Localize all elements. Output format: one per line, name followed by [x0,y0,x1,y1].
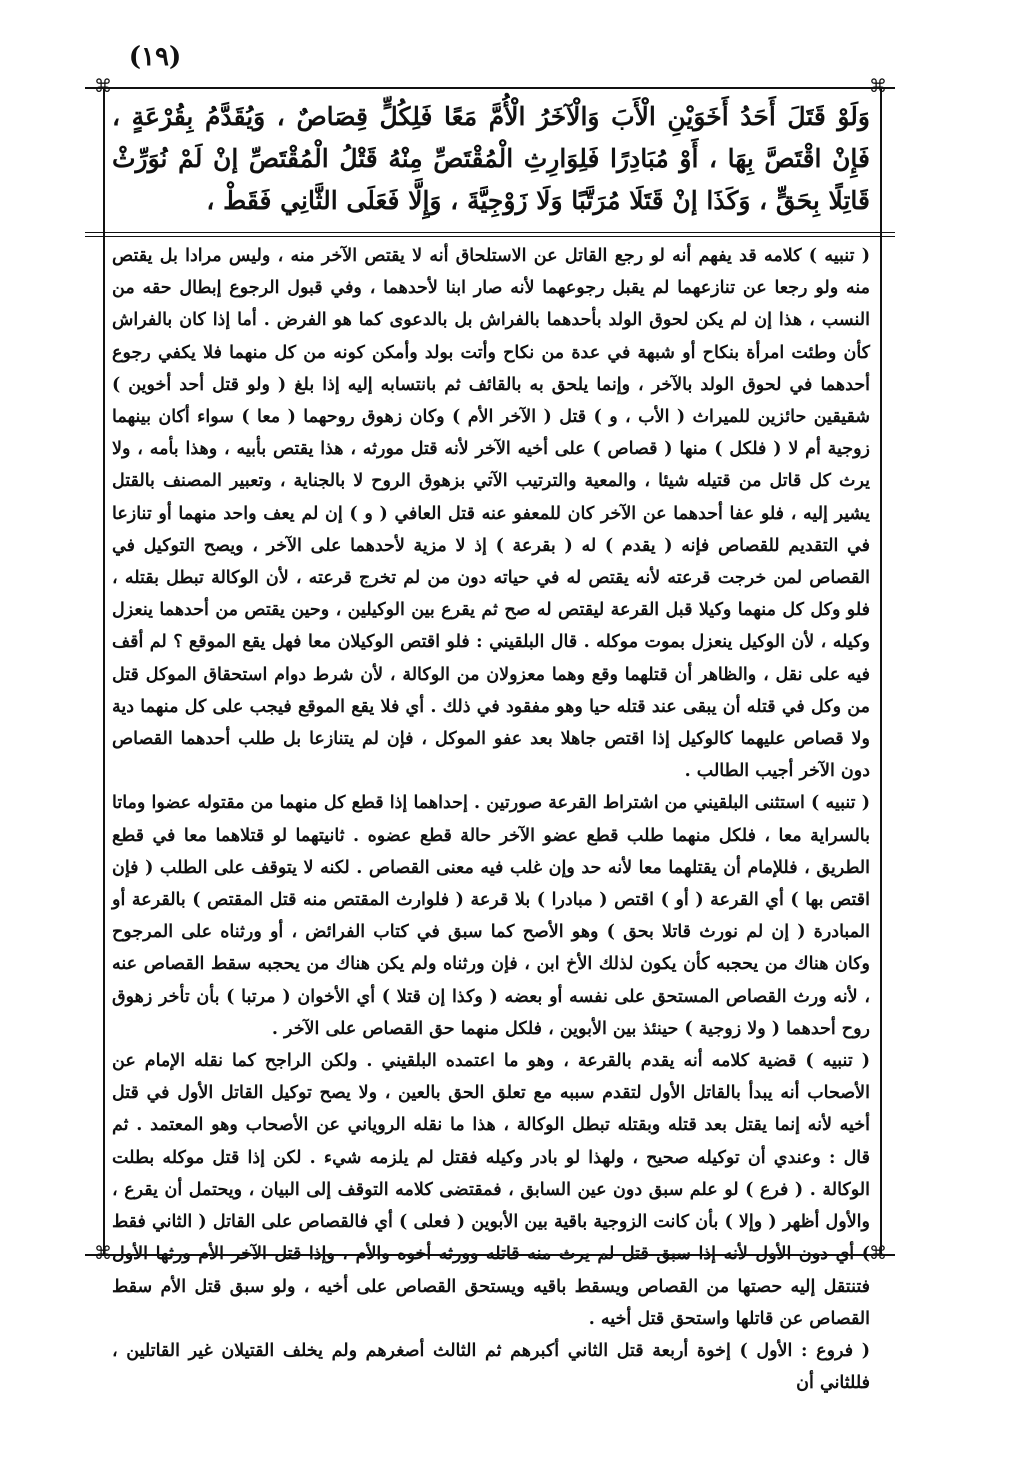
corner-ornament-icon: ⌘ [94,1243,112,1264]
commentary-paragraph: ( فروع : الأول ) إخوة أربعة قتل الثاني أكبرهم ثم الثالث أصغرهم ولم يخلف القتيلان غير القاتلين ، فللثاني أن [112,1340,870,1394]
main-text: وَلَوْ قَتَلَ أَحَدُ أَخَوَيْنِ الْأَبَ وَالْآخَرُ الْأُمَّ مَعًا فَلِكُلٍّ قِصَاصٌ ، وَيُقَدَّمُ بِقُرْعَةٍ ، فَإِنْ اقْتَصَّ بِهَا ، أَوْ مُبَادِرًا فَلِوَارِثِ الْمُقْتَصِّ مِنْهُ قَتْلُ الْمُقْتَصِّ إنْ لَمْ نُوَرِّثْ قَاتِلًا بِحَقٍّ ، وَكَذَا إنْ قَتَلَا مُرَتَّبًا وَلَا زَوْجِيَّةَ ، وَإِلَّا فَعَلَى الثَّانِي فَقَطْ ، [112,102,871,215]
corner-ornament-icon: ⌘ [94,76,112,97]
divider-rule-inner [85,236,895,237]
main-text-block [112,96,870,222]
corner-ornament-icon: ⌘ [869,1243,887,1264]
divider-rule [85,232,895,233]
corner-ornament-icon: ⌘ [869,76,887,97]
commentary-paragraph: ( تنبيه ) قضية كلامه أنه يقدم بالقرعة ، وهو ما اعتمده البلقيني . ولكن الراجح كما نقله الإمام عن الأصحاب أنه يبدأ بالقاتل الأول لتقدم سببه مع تعلق الحق بالعين ، ولا يصح توكيل القاتل الأول في قتل أخيه لأنه إنما يقتل بعد قتله وبقتله تبطل الوكالة ، هذا ما نقله الروياني عن الأصحاب وهو المعتمد . ثم قال : وعندي أن توكيله صحيح ، ولهذا لو بادر وكيله فقتل لم يلزمه شيء . لكن إذا قتل موكله بطلت الوكالة . ( فرع ) لو علم سبق دون عين السابق ، فمقتضى كلامه التوقف إلى البيان ، ويحتمل أن يقرع ، والأول أظهر ( وإلا ) بأن كانت الزوجية باقية بين الأبوين ( فعلى ) أي فالقصاص على القاتل ( الثاني فقط ) أي دون الأول لأنه إذا سبق قتل لم يرث منه قاتله وورثه أخوه والأم ، وإذا قتل الآخر الأم ورثها الأول فتنتقل إليه حصتها من القصاص ويسقط باقيه ويستحق القصاص على أخيه ، ولو سبق قتل الأم سقط القصاص عن قاتلها واستحق قتل أخيه . [112,1051,870,1329]
commentary-paragraph: ( تنبيه ) استثنى البلقيني من اشتراط القرعة صورتين . إحداهما إذا قطع كل منهما من مقتوله عضوا وماتا بالسراية معا ، فلكل منهما طلب قطع عضو الآخر حالة قطع عضوه . ثانيتهما لو قتلاهما معا في قطع الطريق ، فللإمام أن يقتلهما معا لأنه حد وإن غلب فيه معنى القصاص . لكنه لا يتوقف على الطلب ( فإن اقتص بها ) أي القرعة ( أو ) اقتص ( مبادرا ) بلا قرعة ( فلوارث المقتص منه قتل المقتص ) بالقرعة أو المبادرة ( إن لم نورث قاتلا بحق ) وهو الأصح كما سبق في كتاب الفرائض ، أو ورثناه على المرجوح وكان هناك من يحجبه كأن يكون لذلك الأخ ابن ، فإن ورثناه ولم يكن هناك من يحجبه سقط القصاص عنه ، لأنه ورث القصاص المستحق على نفسه أو بعضه ( وكذا إن قتلا ) أي الأخوان ( مرتبا ) بأن تأخر زهوق روح أحدهما ( ولا زوجية ) حينئذ بين الأبوين ، فلكل منهما حق القصاص على الآخر . [112,793,870,1039]
page-number: (١٩) [128,42,182,72]
commentary-block [112,240,870,1399]
commentary-paragraph: ( تنبيه ) كلامه قد يفهم أنه لو رجع القاتل عن الاستلحاق أنه لا يقتص الآخر منه ، وليس مرادا بل يقتص منه ولو رجعا عن تنازعهما لم يقبل رجوعهما لأنه صار ابنا لأحدهما ، وفي قبول الرجوع إبطال حقه من النسب ، هذا إن لم يكن لحوق الولد بأحدهما بالفراش بل بالدعوى كما هو الفرض . أما إذا كان بالفراش كأن وطئت امرأة بنكاح أو شبهة في عدة من نكاح وأتت بولد وأمكن كونه من كل منهما فلا يكفي رجوع أحدهما في لحوق الولد بالآخر ، وإنما يلحق به بالقائف ثم بانتسابه إليه إذا بلغ ( ولو قتل أحد أخوين ) شقيقين حائزين للميراث ( الأب ، و ) قتل ( الآخر الأم ) وكان زهوق روحهما ( معا ) سواء أكان بينهما زوجية أم لا ( فلكل ) منها ( قصاص ) على أخيه الآخر لأنه قتل مورثه ، هذا يقتص بأبيه ، وهذا بأمه ، ولا يرث كل قاتل من قتيله شيئا ، والمعية والترتيب الآتي بزهوق الروح لا بالجناية ، وتعبير المصنف بالقتل يشير إليه ، فلو عفا أحدهما عن الآخر كان للمعفو عنه قتل العافي ( و ) إن لم يعف واحد منهما أو تنازعا في التقديم للقصاص فإنه ( يقدم ) له ( بقرعة ) إذ لا مزية لأحدهما على الآخر ، ويصح التوكيل في القصاص لمن خرجت قرعته لأنه يقتص له في حياته دون من لم تخرج قرعته ، لأن الوكالة تبطل بقتله ، فلو وكل كل منهما وكيلا قبل القرعة ليقتص له صح ثم يقرع بين الوكيلين ، وحين يقتص من أحدهما ينعزل وكيله ، لأن الوكيل ينعزل بموت موكله . قال البلقيني : فلو اقتص الوكيلان معا فهل يقع الموقع ؟ لم أقف فيه على نقل ، والظاهر أن قتلهما وقع وهما معزولان من الوكالة ، لأن شرط دوام استحقاق الموكل قتل من وكل في قتله أن يبقى عند قتله حيا وهو مفقود في ذلك . أي فلا يقع الموقع فيجب على كل منهما دية ولا قصاص عليهما كالوكيل إذا اقتص جاهلا بعد عفو الموكل ، فإن لم يتنازعا بل طلب أحدهما القصاص دون الآخر أجيب الطالب . [112,246,870,782]
